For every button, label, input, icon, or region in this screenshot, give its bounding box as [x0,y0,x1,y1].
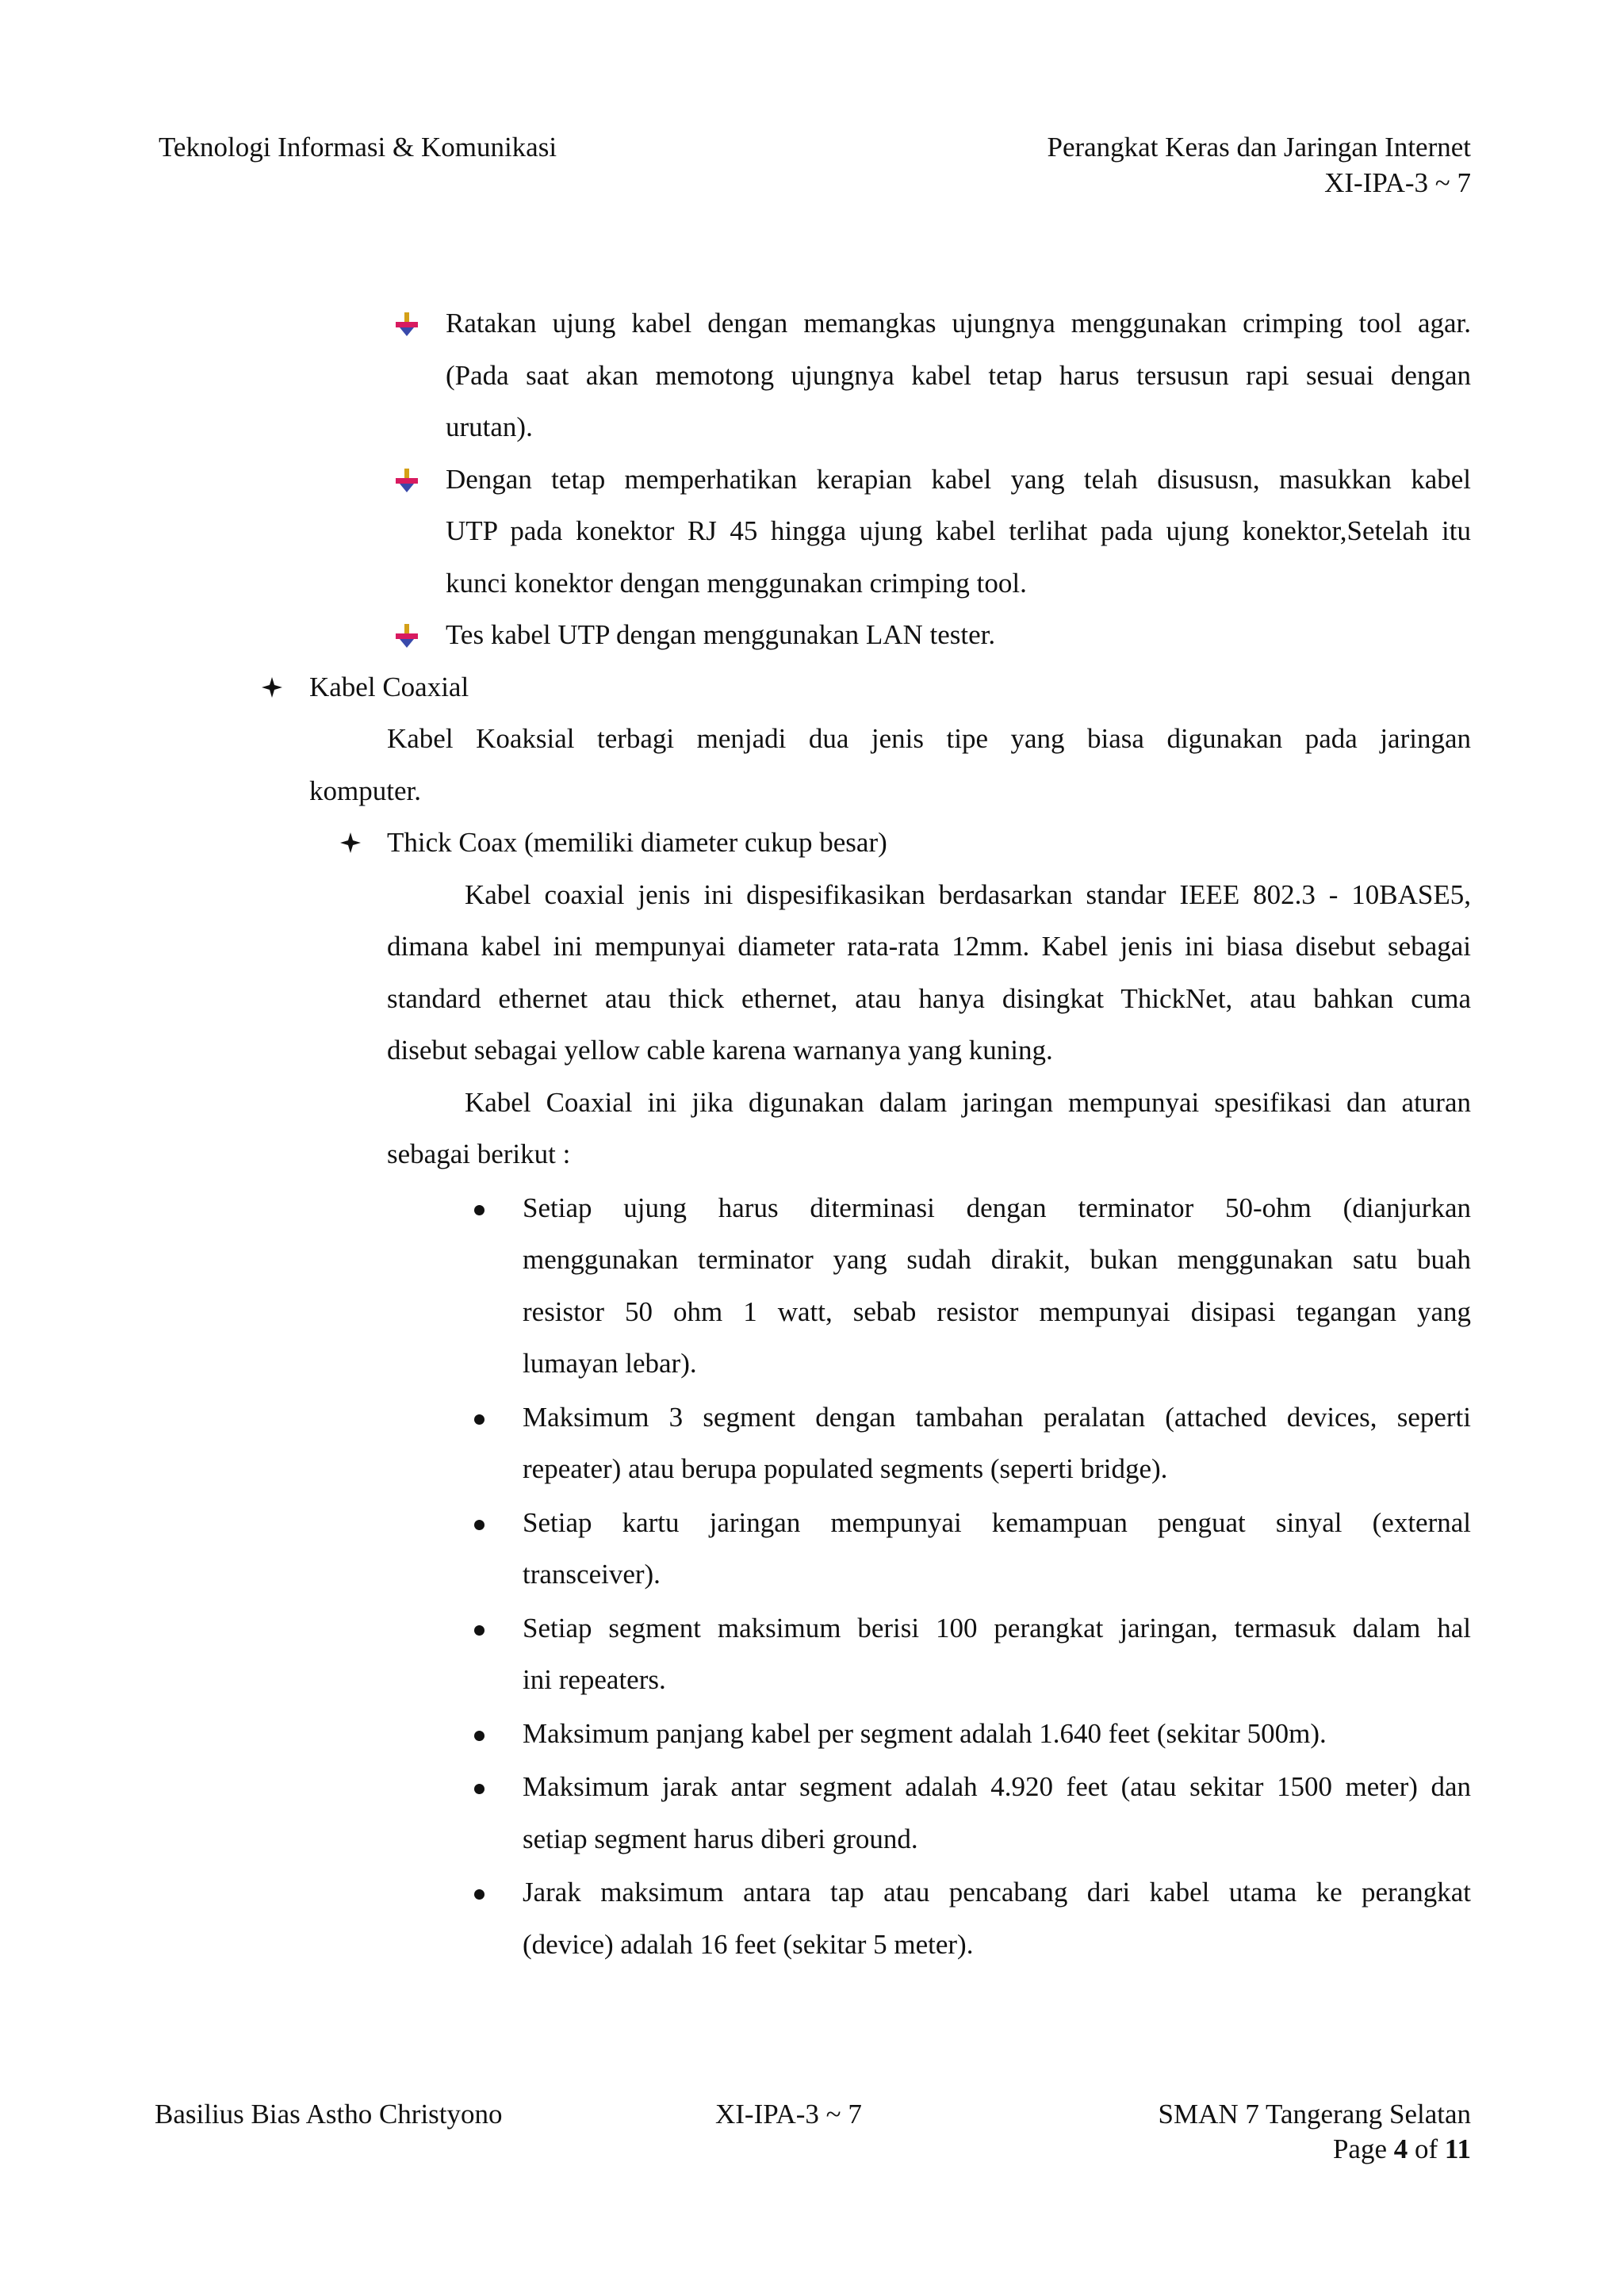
rule-list-item-line: setiap segment harus diberi ground. [523,1823,918,1854]
current-page: 4 [1393,2133,1408,2164]
rule-list-item-line: transceiver). [523,1559,661,1590]
footer-page-number [1333,2133,1471,2165]
rule-list-item-line: menggunakan terminator yang sudah dirakit, bukan menggunakan satu buah [523,1246,1471,1275]
header-chapter-title: Perangkat Keras dan Jaringan Internet [1047,132,1471,163]
down-arrow-bullet-icon [393,622,420,649]
rule-list-item-line: Maksimum jarak antar segment adalah 4.920 feet (atau sekitar 1500 meter) dan [523,1773,1471,1802]
round-bullet-icon [474,1731,485,1741]
down-arrow-bullet-icon [393,467,420,494]
paragraph-line: disebut sebagai yellow cable karena warnanya yang kuning. [387,1035,1053,1066]
paragraph-line: Kabel Coaxial ini jika digunakan dalam jaringan mempunyai spesifikasi dan aturan [465,1088,1471,1118]
total-pages: 11 [1444,2133,1471,2164]
footer-class: XI-IPA-3 ~ 7 [715,2099,862,2130]
section-heading: Kabel Coaxial [309,671,469,702]
rule-list-item-line: Setiap segment maksimum berisi 100 perangkat jaringan, termasuk dalam hal [523,1613,1471,1644]
section-intro-line: komputer. [309,775,421,806]
paragraph-line: standard ethernet atau thick ethernet, atau hanya disingkat ThickNet, atau bahkan cuma [387,984,1471,1014]
four-point-star-bullet-icon [339,832,362,854]
round-bullet-icon [474,1625,485,1636]
rule-list-item-line: Jarak maksimum antara tap atau pencabang dari kabel utama ke perangkat [523,1878,1471,1908]
arrow-list-item-line: (Pada saat akan memotong ujungnya kabel tetap harus tersusun rapi sesuai dengan [446,361,1471,391]
page-of-label: of [1408,2133,1445,2164]
arrow-list-item-line: Tes kabel UTP dengan menggunakan LAN tester. [446,619,996,650]
section-intro-line: Kabel Koaksial terbagi menjadi dua jenis tipe yang biasa digunakan pada jaringan [387,725,1471,754]
rule-list-item-line: repeater) atau berupa populated segments (seperti bridge). [523,1453,1168,1484]
rule-list-item-line: Maksimum panjang kabel per segment adalah 1.640 feet (sekitar 500m). [523,1717,1327,1749]
rule-list-item-line: Setiap ujung harus diterminasi dengan terminator 50-ohm (dianjurkan [523,1193,1471,1223]
rule-list-item-line: ini repeaters. [523,1664,666,1695]
round-bullet-icon [474,1520,485,1530]
rule-list-item-line: resistor 50 ohm 1 watt, sebab resistor mempunyai disipasi tegangan yang [523,1297,1471,1327]
round-bullet-icon [474,1205,485,1215]
page-label: Page [1332,2133,1394,2164]
rule-list-item-line: (device) adalah 16 feet (sekitar 5 meter). [523,1928,974,1960]
paragraph-line: Kabel coaxial jenis ini dispesifikasikan berdasarkan standar IEEE 802.3 - 10BASE5, [465,880,1471,910]
four-point-star-bullet-icon [261,676,283,698]
arrow-list-item-line: UTP pada konektor RJ 45 hingga ujung kabel terlihat pada ujung konektor,Setelah itu [446,517,1471,546]
paragraph-line: sebagai berikut : [387,1138,571,1169]
header-class: XI-IPA-3 ~ 7 [1324,167,1471,198]
arrow-list-item-line: kunci konektor dengan menggunakan crimping tool. [446,567,1027,599]
paragraph-line: dimana kabel ini mempunyai diameter rata-rata 12mm. Kabel jenis ini biasa disebut sebagai [387,932,1471,962]
rule-list-item-line: Maksimum 3 segment dengan tambahan peralatan (attached devices, seperti [523,1402,1471,1433]
rule-list-item-line: Setiap kartu jaringan mempunyai kemampuan penguat sinyal (external [523,1508,1471,1538]
arrow-list-item-line: Dengan tetap memperhatikan kerapian kabel yang telah disususn, masukkan kabel [446,465,1471,495]
arrow-list-item-line: Ratakan ujung kabel dengan memangkas ujungnya menggunakan crimping tool agar. [446,309,1471,339]
round-bullet-icon [474,1784,485,1794]
down-arrow-bullet-icon [393,311,420,338]
header-subject: Teknologi Informasi & Komunikasi [159,132,557,163]
arrow-list-item-line: urutan). [446,411,533,442]
round-bullet-icon [474,1889,485,1900]
footer-author: Basilius Bias Astho Christyono [155,2099,503,2130]
footer-school: SMAN 7 Tangerang Selatan [1158,2099,1471,2130]
rule-list-item-line: lumayan lebar). [523,1348,697,1379]
subsection-heading: Thick Coax (memiliki diameter cukup besar) [387,827,887,858]
round-bullet-icon [474,1414,485,1425]
